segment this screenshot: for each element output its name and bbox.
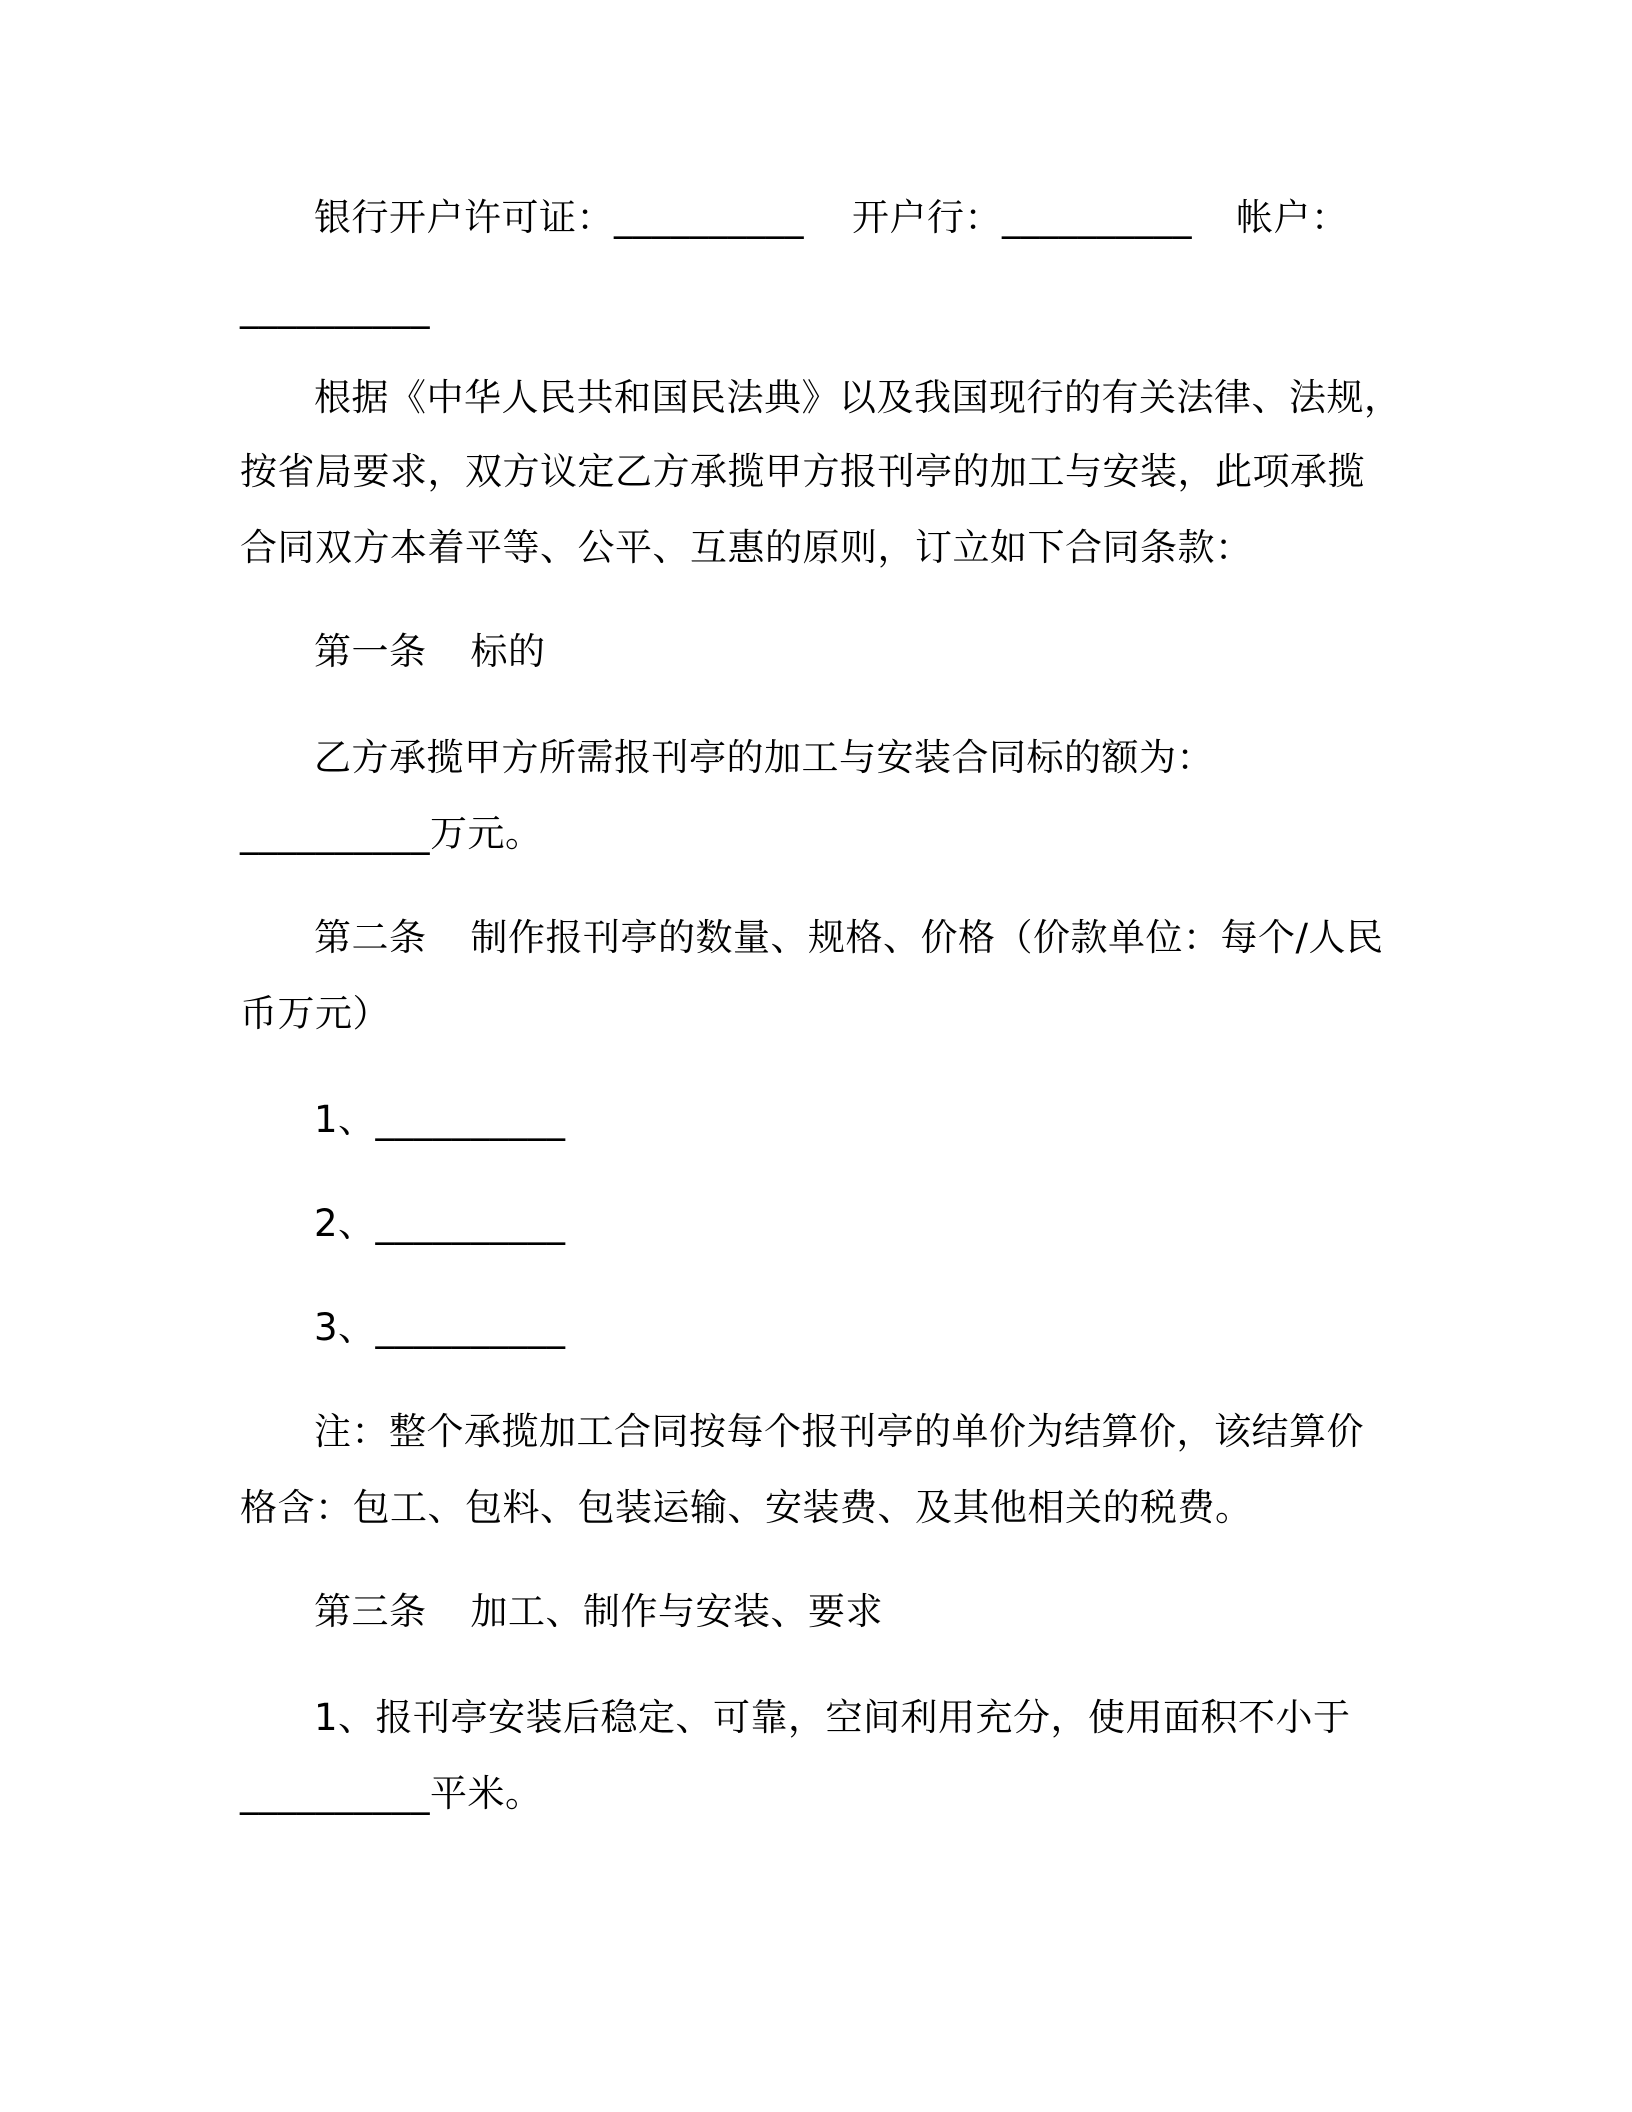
bank-permit-label: 银行开户许可证：	[314, 196, 614, 239]
article3-title: 加工、制作与安装、要求	[470, 1590, 883, 1633]
article1-heading-line	[314, 630, 546, 674]
article1-title: 标的	[470, 630, 546, 673]
item-blank: __________	[375, 1202, 566, 1245]
item-blank: __________	[375, 1098, 566, 1141]
intro-line-3: 合同双方本着平等、公平、互惠的原则，订立如下合同条款：	[240, 526, 1253, 569]
article2-item-2	[314, 1202, 566, 1246]
article1-amount-line	[240, 812, 543, 856]
article2-note-line-1: 注：整个承揽加工合同按每个报刊亭的单价为结算价，该结算价	[314, 1410, 1364, 1453]
article2-heading-line	[314, 916, 1383, 960]
article2-title: 制作报刊亭的数量、规格、价格（价款单位：每个/人民	[470, 916, 1384, 959]
article3-heading: 第三条	[314, 1590, 427, 1633]
article3-area-unit: 平米。	[430, 1772, 543, 1815]
article1-amount-blank: __________	[240, 812, 430, 855]
article1-text: 乙方承揽甲方所需报刊亭的加工与安装合同标的额为：	[314, 736, 1214, 779]
article2-heading: 第二条	[314, 916, 427, 959]
article1-amount-unit: 万元。	[430, 812, 543, 855]
article2-title-cont: 币万元）	[240, 992, 390, 1035]
article2-item-1	[314, 1098, 566, 1142]
account-label: 帐户：	[1236, 196, 1349, 239]
article2-item-3	[314, 1306, 566, 1350]
bank-permit-blank: __________	[614, 196, 804, 239]
article1-heading: 第一条	[314, 630, 427, 673]
item-number: 1、	[314, 1098, 376, 1141]
article3-item1-area-line	[240, 1772, 543, 1816]
intro-line-1: 根据《中华人民共和国民法典》以及我国现行的有关法律、法规，	[314, 376, 1402, 419]
article3-item1-text: 1、报刊亭安装后稳定、可靠，空间利用充分，使用面积不小于	[314, 1696, 1351, 1739]
item-number: 3、	[314, 1306, 376, 1349]
article3-heading-line	[314, 1590, 883, 1634]
opening-bank-label: 开户行：	[852, 196, 1002, 239]
article2-note-line-2: 格含：包工、包料、包装运输、安装费、及其他相关的税费。	[240, 1486, 1253, 1529]
opening-bank-blank: __________	[1002, 196, 1192, 239]
article3-area-blank: __________	[240, 1772, 430, 1815]
item-blank: __________	[375, 1306, 566, 1349]
intro-line-2: 按省局要求，双方议定乙方承揽甲方报刊亭的加工与安装，此项承揽	[240, 450, 1365, 493]
item-number: 2、	[314, 1202, 376, 1245]
account-blank: __________	[240, 286, 430, 329]
bank-info-line	[314, 196, 1349, 240]
